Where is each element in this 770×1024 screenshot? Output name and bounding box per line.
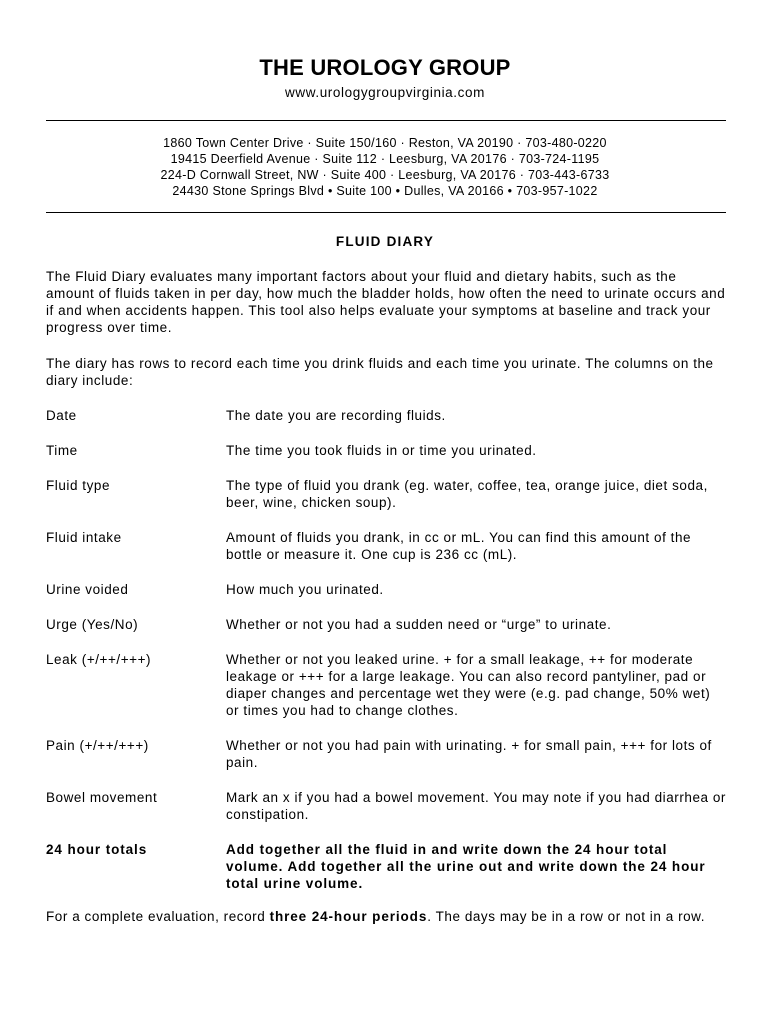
closing-paragraph (46, 908, 728, 925)
closing-text-before: For a complete evaluation, record (46, 909, 270, 924)
definition-date (46, 407, 728, 424)
closing-text-after: . The days may be in a row or not in a row. (427, 909, 706, 924)
description-urine-voided: How much you urinated. (226, 582, 384, 597)
intro-paragraph: The Fluid Diary evaluates many important factors about your fluid and dietary habits, such as the amount of fluids taken in per day, how much the bladder holds, how often the need to urinate occurs and if and when accidents happen. This tool also helps evaluate your symptoms at baseline and track your progress over time. (46, 269, 726, 335)
divider-top (46, 120, 726, 121)
term-date: Date (46, 408, 77, 423)
term-urine-voided: Urine voided (46, 582, 129, 597)
definition-fluid-type (46, 477, 728, 511)
term-24-hour-totals: 24 hour totals (46, 842, 148, 857)
description-fluid-type: The type of fluid you drank (eg. water, coffee, tea, orange juice, diet soda, beer, wine, chicken soup). (226, 478, 708, 510)
description-bowel-movement: Mark an x if you had a bowel movement. You may note if you had diarrhea or constipation. (226, 790, 726, 822)
address-dulles: 24430 Stone Springs Blvd • Suite 100 • Dulles, VA 20166 • 703-957-1022 (172, 184, 598, 198)
address-leesburg-deerfield: 19415 Deerfield Avenue · Suite 112 · Leesburg, VA 20176 · 703-724-1195 (170, 152, 600, 166)
page-title: THE UROLOGY GROUP (259, 55, 511, 80)
divider-bottom (46, 212, 726, 213)
definition-pain (46, 737, 728, 771)
definitions-list (46, 407, 728, 910)
definition-24-hour-totals (46, 841, 728, 892)
definition-time (46, 442, 728, 459)
website-url: www.urologygroupvirginia.com (285, 85, 485, 100)
term-leak: Leak (+/++/+++) (46, 652, 152, 667)
columns-intro-paragraph: The diary has rows to record each time you drink fluids and each time you urinate. The columns on the diary include: (46, 356, 714, 388)
definition-urine-voided (46, 581, 728, 598)
closing-emphasis: three 24-hour periods (269, 909, 428, 924)
address-block (0, 135, 770, 199)
description-date: The date you are recording fluids. (226, 408, 446, 423)
address-reston: 1860 Town Center Drive · Suite 150/160 · Reston, VA 20190 · 703-480-0220 (163, 136, 607, 150)
term-urge: Urge (Yes/No) (46, 617, 139, 632)
term-fluid-type: Fluid type (46, 478, 111, 493)
description-leak: Whether or not you leaked urine. + for a small leakage, ++ for moderate leakage or +++ for a large leakage. You can also record pantyliner, pad or diaper changes and percentage wet they were (e.g. pad change, 50% wet) or times you had to change clothes. (226, 652, 711, 718)
description-fluid-intake: Amount of fluids you drank, in cc or mL. You can find this amount of the bottle or measure it. One cup is 236 cc (mL). (226, 530, 692, 562)
description-urge: Whether or not you had a sudden need or “urge” to urinate. (226, 617, 612, 632)
definition-bowel-movement (46, 789, 728, 823)
address-leesburg-cornwall: 224-D Cornwall Street, NW · Suite 400 · Leesburg, VA 20176 · 703-443-6733 (160, 168, 610, 182)
term-fluid-intake: Fluid intake (46, 530, 122, 545)
description-24-hour-totals: Add together all the fluid in and write down the 24 hour total volume. Add together all the urine out and write down the 24 hour total urine volume. (226, 842, 706, 891)
term-bowel-movement: Bowel movement (46, 790, 158, 805)
description-pain: Whether or not you had pain with urinating. + for small pain, +++ for lots of pain. (226, 738, 712, 770)
term-pain: Pain (+/++/+++) (46, 738, 149, 753)
description-time: The time you took fluids in or time you urinated. (226, 443, 537, 458)
definition-fluid-intake (46, 529, 728, 563)
term-time: Time (46, 443, 78, 458)
definition-leak (46, 651, 728, 719)
definition-urge (46, 616, 728, 633)
document-heading: FLUID DIARY (335, 234, 435, 249)
